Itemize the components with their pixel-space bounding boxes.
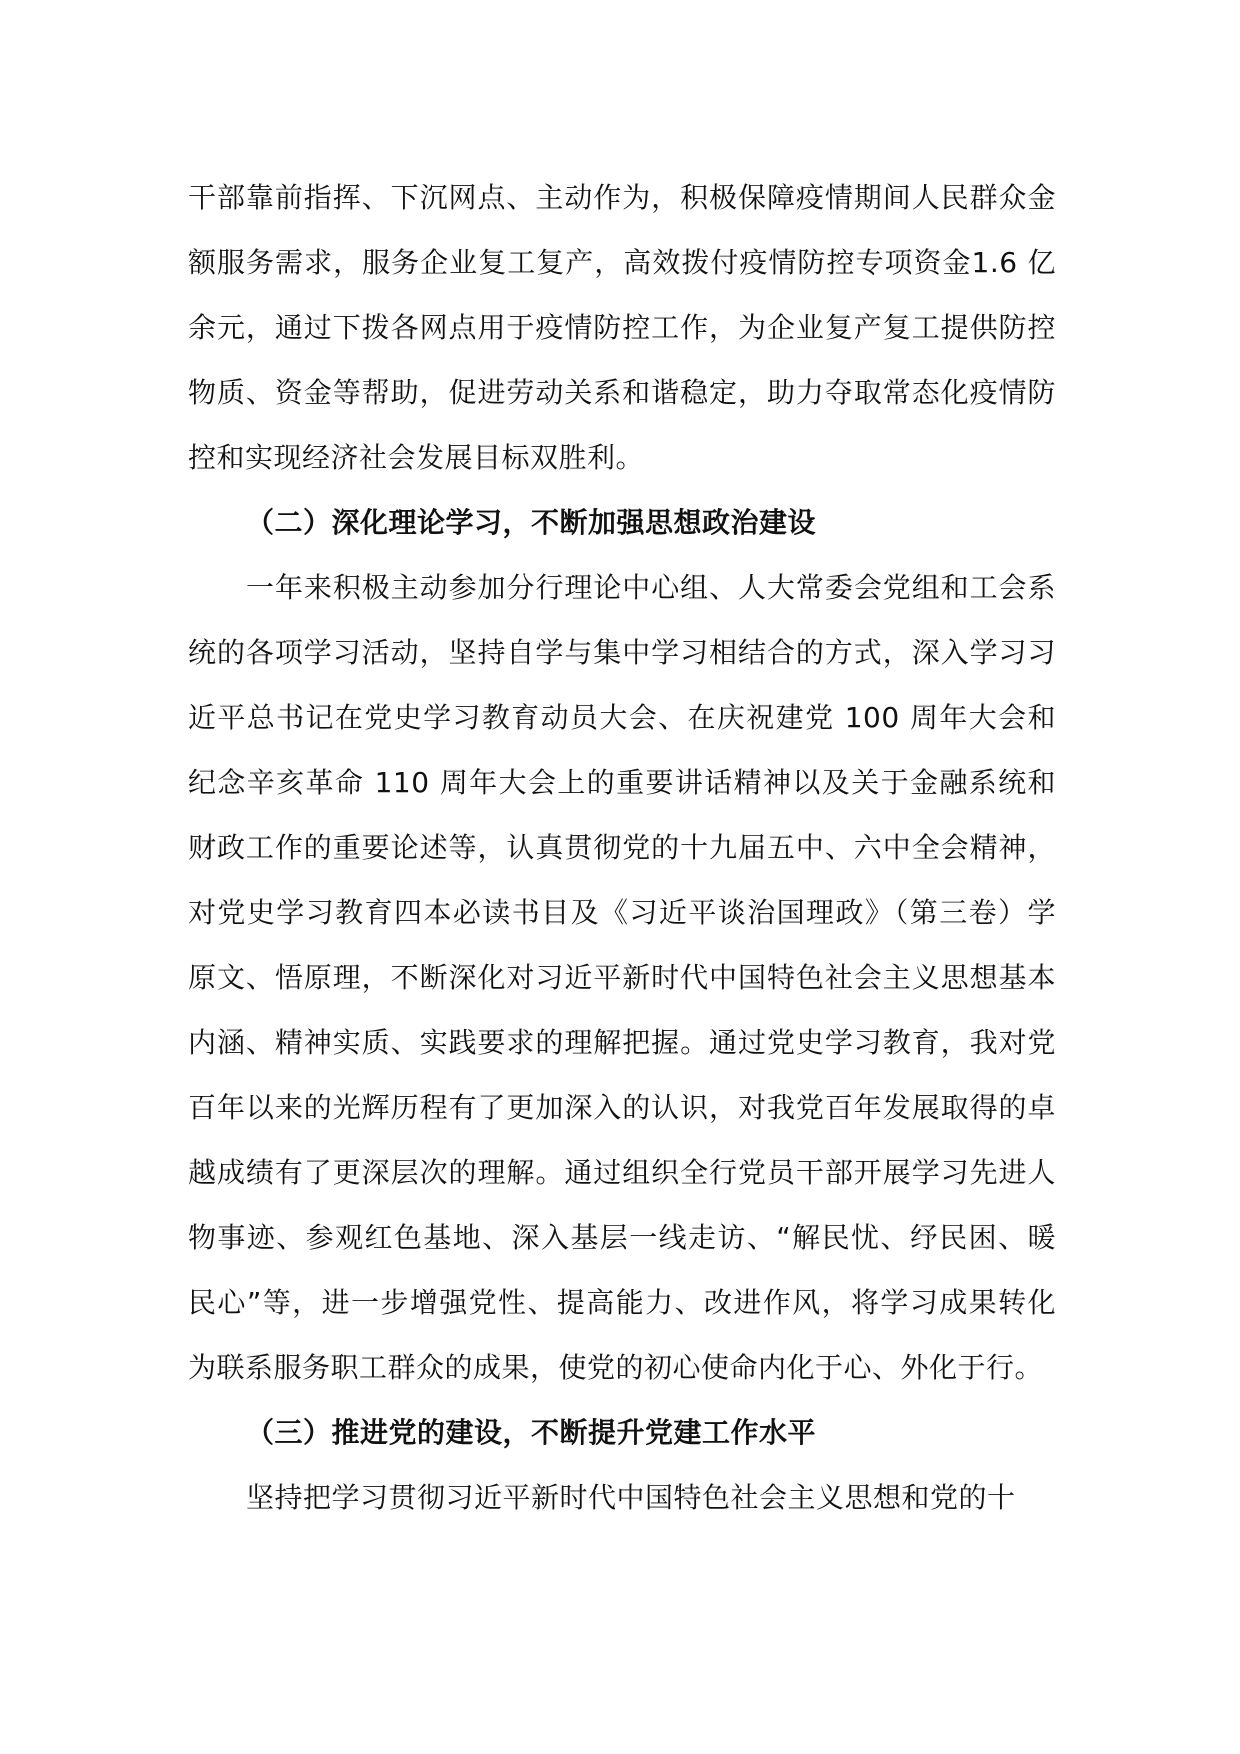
body-paragraph: 一年来积极主动参加分行理论中心组、人大常委会党组和工会系统的各项学习活动，坚持自学与集中学习相结合的方式，深入学习习近平总书记在党史学习教育动员大会、在庆祝建党 100 周年大会和纪念辛亥革命 110 周年大会上的重要讲话精神以及关于金融系统和财政工作的重要论述等，认真贯彻党的十九届五中、六中全会精神，对党史学习教育四本必读书目及《习近平谈治国理政》（第三卷）学原文、悟原理，不断深化对习近平新时代中国特色社会主义思想基本内涵、精神实质、实践要求的理解把握。通过党史学习教育，我对党百年以来的光辉历程有了更加深入的认识，对我党百年发展取得的卓越成绩有了更深层次的理解。通过组织全行党员干部开展学习先进人物事迹、参观红色基地、深入基层一线走访、“解民忧、纾民困、暖民心”等，进一步增强党性、提高能力、改进作风，将学习成果转化为联系服务职工群众的成果，使党的初心使命内化于心、外化于行。 xyxy=(188,571,1056,1384)
body-paragraph: 干部靠前指挥、下沉网点、主动作为，积极保障疫情期间人民群众金额服务需求，服务企业复工复产，高效拨付疫情防控专项资金1.6 亿余元，通过下拨各网点用于疫情防控工作，为企业复产复工提供防控物质、资金等帮助，促进劳动关系和谐稳定，助力夺取常态化疫情防控和实现经济社会发展目标双胜利。 xyxy=(188,181,1056,474)
body-paragraph: 坚持把学习贯彻习近平新时代中国特色社会主义思想和党的十 xyxy=(246,1481,1016,1514)
document-body xyxy=(188,165,1056,1530)
section-heading: （三）推进党的建设，不断提升党建工作水平 xyxy=(246,1416,817,1449)
section-heading: （二）深化理论学习，不断加强思想政治建设 xyxy=(246,506,817,539)
